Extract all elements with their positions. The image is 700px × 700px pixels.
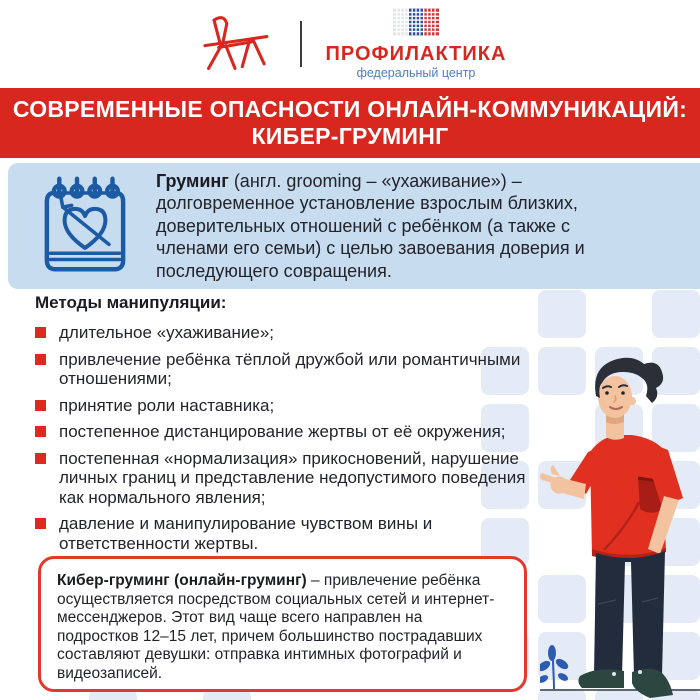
callout-card bbox=[38, 556, 527, 692]
pattern-square bbox=[652, 290, 700, 338]
definition-card bbox=[8, 163, 700, 289]
bullet-square-icon bbox=[35, 354, 46, 365]
list-item-text: постепенное дистанцирование жертвы от её окружения; bbox=[59, 422, 506, 441]
methods-heading: Методы манипуляции: bbox=[35, 293, 227, 312]
definition-term: Груминг bbox=[156, 170, 229, 191]
callout-term: Кибер-груминг (онлайн-груминг) bbox=[57, 572, 307, 589]
definition-body: (англ. grooming – «ухаживание») – долговременное установление взрослым близких, доверительных отношений с ребёнком (а также с членами его семьи) с целью завоевания доверия и последующего совращения. bbox=[156, 170, 585, 281]
definition-text bbox=[156, 170, 636, 283]
bullet-square-icon bbox=[35, 426, 46, 437]
sprout-icon bbox=[540, 645, 570, 689]
callout-body: – привлечение ребёнка осуществляется посредством социальных сетей и интернет-мессенджеров. Этот вид чаще всего направлен на подростков 12–15 лет, причем большинство пострадавших составляют девушки: отправка интимных фотографий и видеозаписей. bbox=[57, 572, 495, 682]
brand-title: ПРОФИЛАКТИКА bbox=[325, 42, 507, 65]
bullet-square-icon bbox=[35, 400, 46, 411]
list-item bbox=[35, 514, 531, 553]
list-item-text: принятие роли наставника; bbox=[59, 395, 275, 415]
list-item bbox=[35, 350, 531, 389]
bullet-square-icon bbox=[35, 327, 46, 338]
list-item-text: давление и манипулирование чувством вины и ответственности жертвы. bbox=[59, 514, 433, 553]
banner-title-line2: КИБЕР-ГРУМИНГ bbox=[251, 123, 449, 149]
banner-title bbox=[0, 88, 700, 158]
pixel-flag-icon bbox=[393, 8, 439, 41]
list-item bbox=[35, 396, 531, 416]
methods-list bbox=[35, 323, 531, 553]
bullet-square-icon bbox=[35, 453, 46, 464]
list-item bbox=[35, 323, 531, 343]
man-figure bbox=[540, 358, 683, 698]
methods-section bbox=[35, 293, 531, 560]
header-divider bbox=[300, 21, 302, 67]
young-man-pointing-illustration bbox=[540, 352, 700, 700]
list-item-text: длительное «ухаживание»; bbox=[59, 323, 275, 342]
brand-subtitle: федеральный центр bbox=[356, 65, 476, 80]
brand-block bbox=[326, 8, 507, 80]
list-item bbox=[35, 422, 531, 442]
pattern-square bbox=[538, 290, 586, 338]
list-item bbox=[35, 449, 531, 508]
banner-title-line1: СОВРЕМЕННЫЕ ОПАСНОСТИ ОНЛАЙН-КОММУНИКАЦИЙ: bbox=[12, 96, 688, 122]
bullet-square-icon bbox=[35, 518, 46, 529]
header bbox=[0, 0, 700, 88]
calendar-heart-icon bbox=[38, 171, 132, 282]
list-item-text: постепенная «нормализация» прикосновений, нарушение личных границ и представление недопустимого поведения как нормального явления; bbox=[59, 448, 526, 507]
list-item-text: привлечение ребёнка тёплой дружбой или романтичными отношениями; bbox=[59, 349, 521, 388]
brand-linework-mark-icon bbox=[194, 11, 276, 78]
